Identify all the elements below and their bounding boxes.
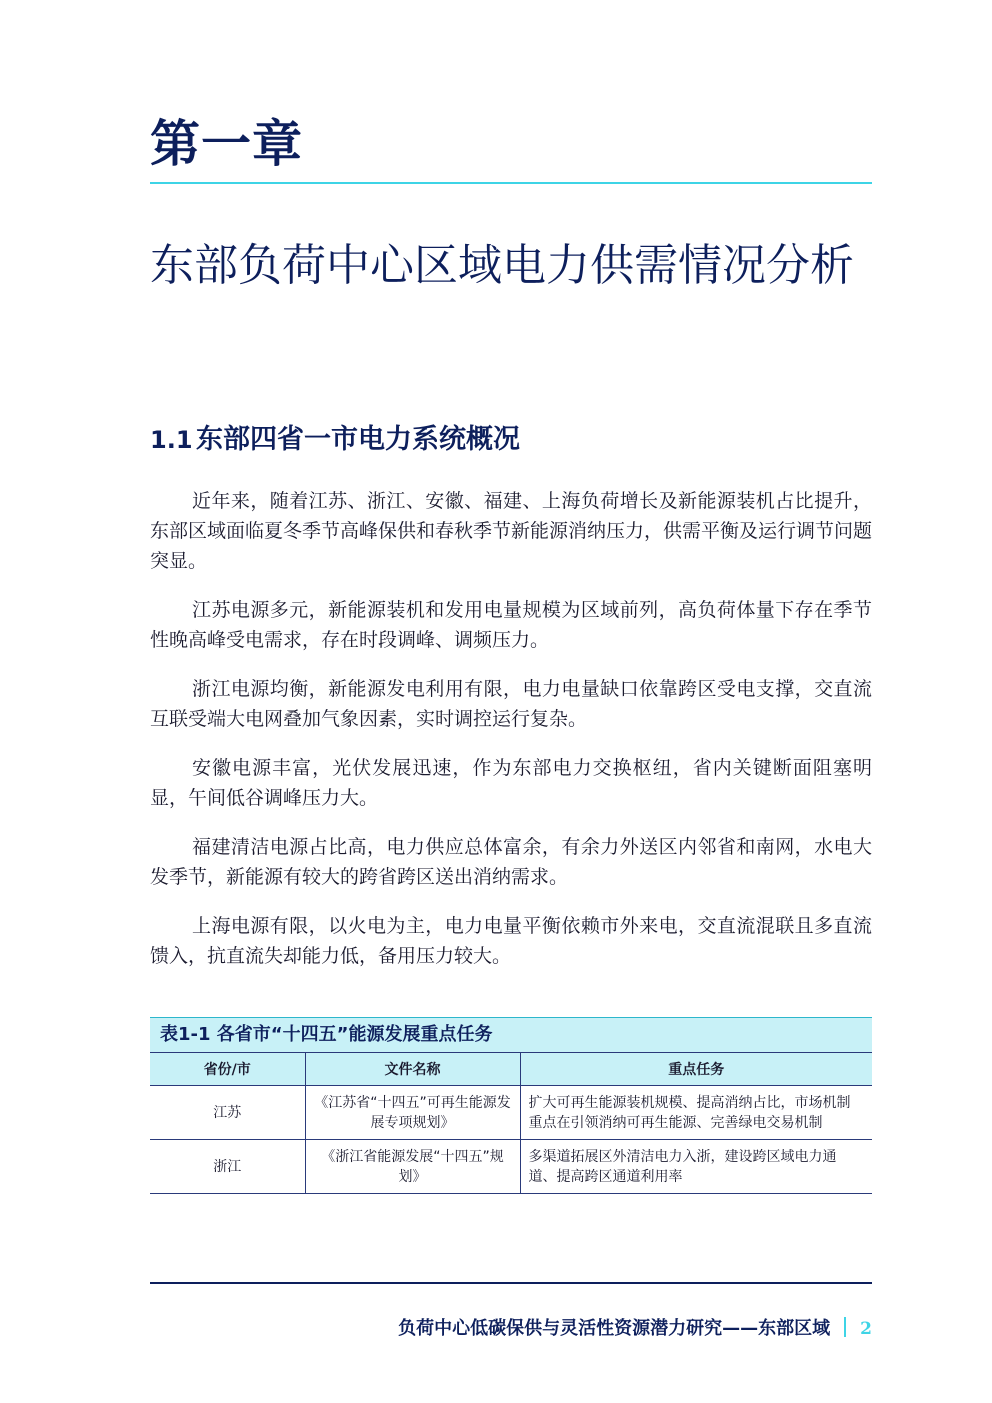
paragraph-fujian: 福建清洁电源占比高，电力供应总体富余，有余力外送区内邻省和南网，水电大发季节，新能源有较大的跨省跨区送出消纳需求。 xyxy=(150,836,872,888)
footer-divider xyxy=(150,1282,872,1284)
cell-file: 《江苏省“十四五”可再生能源发展专项规划》 xyxy=(305,1086,520,1140)
section-number: 1.1 xyxy=(150,426,193,454)
chapter-title: 东部负荷中心区域电力供需情况分析 xyxy=(150,240,854,291)
chapter-divider xyxy=(150,182,872,184)
table-header-row xyxy=(150,1053,872,1086)
cell-task: 扩大可再生能源装机规模、提高消纳占比，市场机制重点在引领消纳可再生能源、完善绿电交易机制 xyxy=(520,1086,872,1140)
paragraph-intro: 近年来，随着江苏、浙江、安徽、福建、上海负荷增长及新能源装机占比提升，东部区域面临夏冬季节高峰保供和春秋季节新能源消纳压力，供需平衡及运行调节问题突显。 xyxy=(150,490,873,572)
header-province: 省份/市 xyxy=(150,1053,305,1086)
cell-task: 多渠道拓展区外清洁电力入浙，建设跨区域电力通道、提高跨区通道利用率 xyxy=(520,1140,872,1194)
body-text xyxy=(150,486,872,990)
table-row xyxy=(150,1086,872,1140)
header-file: 文件名称 xyxy=(305,1053,520,1086)
footer-title: 负荷中心低碳保供与灵活性资源潜力研究——东部区域 xyxy=(398,1318,831,1339)
cell-file: 《浙江省能源发展“十四五”规划》 xyxy=(305,1140,520,1194)
table-caption: 表1-1 各省市“十四五”能源发展重点任务 xyxy=(150,1017,872,1052)
page-footer xyxy=(398,1316,872,1342)
paragraph-shanghai: 上海电源有限，以火电为主，电力电量平衡依赖市外来电，交直流混联且多直流馈入，抗直流失却能力低，备用压力较大。 xyxy=(150,915,872,967)
tasks-table-grid xyxy=(150,1052,872,1194)
table-row xyxy=(150,1140,872,1194)
paragraph-zhejiang: 浙江电源均衡，新能源发电利用有限，电力电量缺口依靠跨区受电支撑，交直流互联受端大电网叠加气象因素，实时调控运行复杂。 xyxy=(150,678,872,730)
energy-tasks-table xyxy=(150,1017,872,1194)
page-number: 2 xyxy=(860,1319,872,1339)
section-title: 东部四省一市电力系统概况 xyxy=(196,424,520,455)
paragraph-anhui: 安徽电源丰富，光伏发展迅速，作为东部电力交换枢纽，省内关键断面阻塞明显，午间低谷调峰压力大。 xyxy=(150,757,872,809)
paragraph-jiangsu: 江苏电源多元，新能源装机和发用电量规模为区域前列，高负荷体量下存在季节性晚高峰受电需求，存在时段调峰、调频压力。 xyxy=(150,599,872,651)
header-task: 重点任务 xyxy=(520,1053,872,1086)
chapter-label: 第一章 xyxy=(150,115,303,173)
cell-province: 浙江 xyxy=(150,1140,305,1194)
footer-separator xyxy=(844,1317,846,1337)
section-heading xyxy=(150,420,520,460)
cell-province: 江苏 xyxy=(150,1086,305,1140)
